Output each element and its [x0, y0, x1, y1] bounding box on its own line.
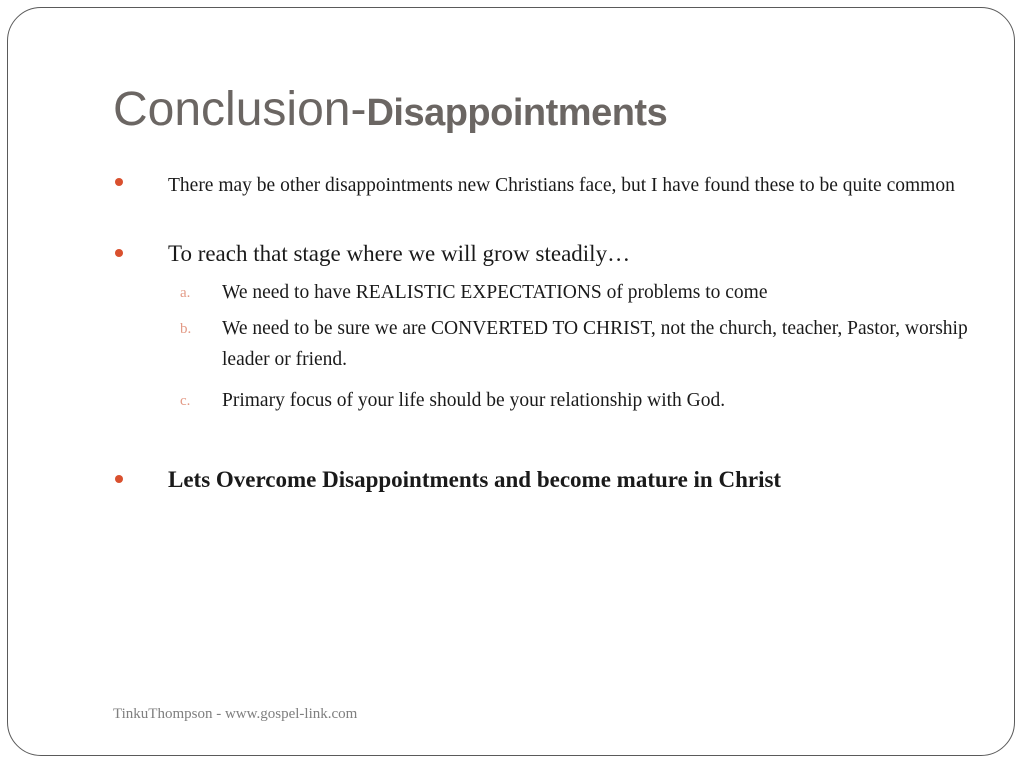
title-main: Conclusion- — [113, 83, 367, 136]
bullet-item-2: To reach that stage where we will grow steadily… — [168, 241, 631, 266]
subitem-marker-a: a. — [180, 285, 191, 301]
bullet-item-3: Lets Overcome Disappointments and become mature in Christ — [168, 467, 782, 492]
bullet-item-1: There may be other disappointments new Christians face, but I have found these to be quite common — [168, 175, 955, 196]
slide-footer: TinkuThompson - www.gospel-link.com — [113, 706, 358, 722]
subitem-b: We need to be sure we are CONVERTED TO CHRIST, not the church, teacher, Pastor, worship leader or friend. — [222, 318, 968, 370]
subitem-marker-b: b. — [180, 321, 192, 337]
bullet-dot-icon — [115, 475, 123, 483]
subitem-a: We need to have REALISTIC EXPECTATIONS of problems to come — [222, 282, 768, 303]
subitem-marker-c: c. — [180, 393, 191, 409]
slide-title — [113, 83, 668, 136]
title-sub: Disappointments — [366, 92, 668, 134]
bullet-dot-icon — [115, 249, 123, 257]
bullet-dot-icon — [115, 178, 123, 186]
subitem-c: Primary focus of your life should be your relationship with God. — [222, 390, 726, 411]
